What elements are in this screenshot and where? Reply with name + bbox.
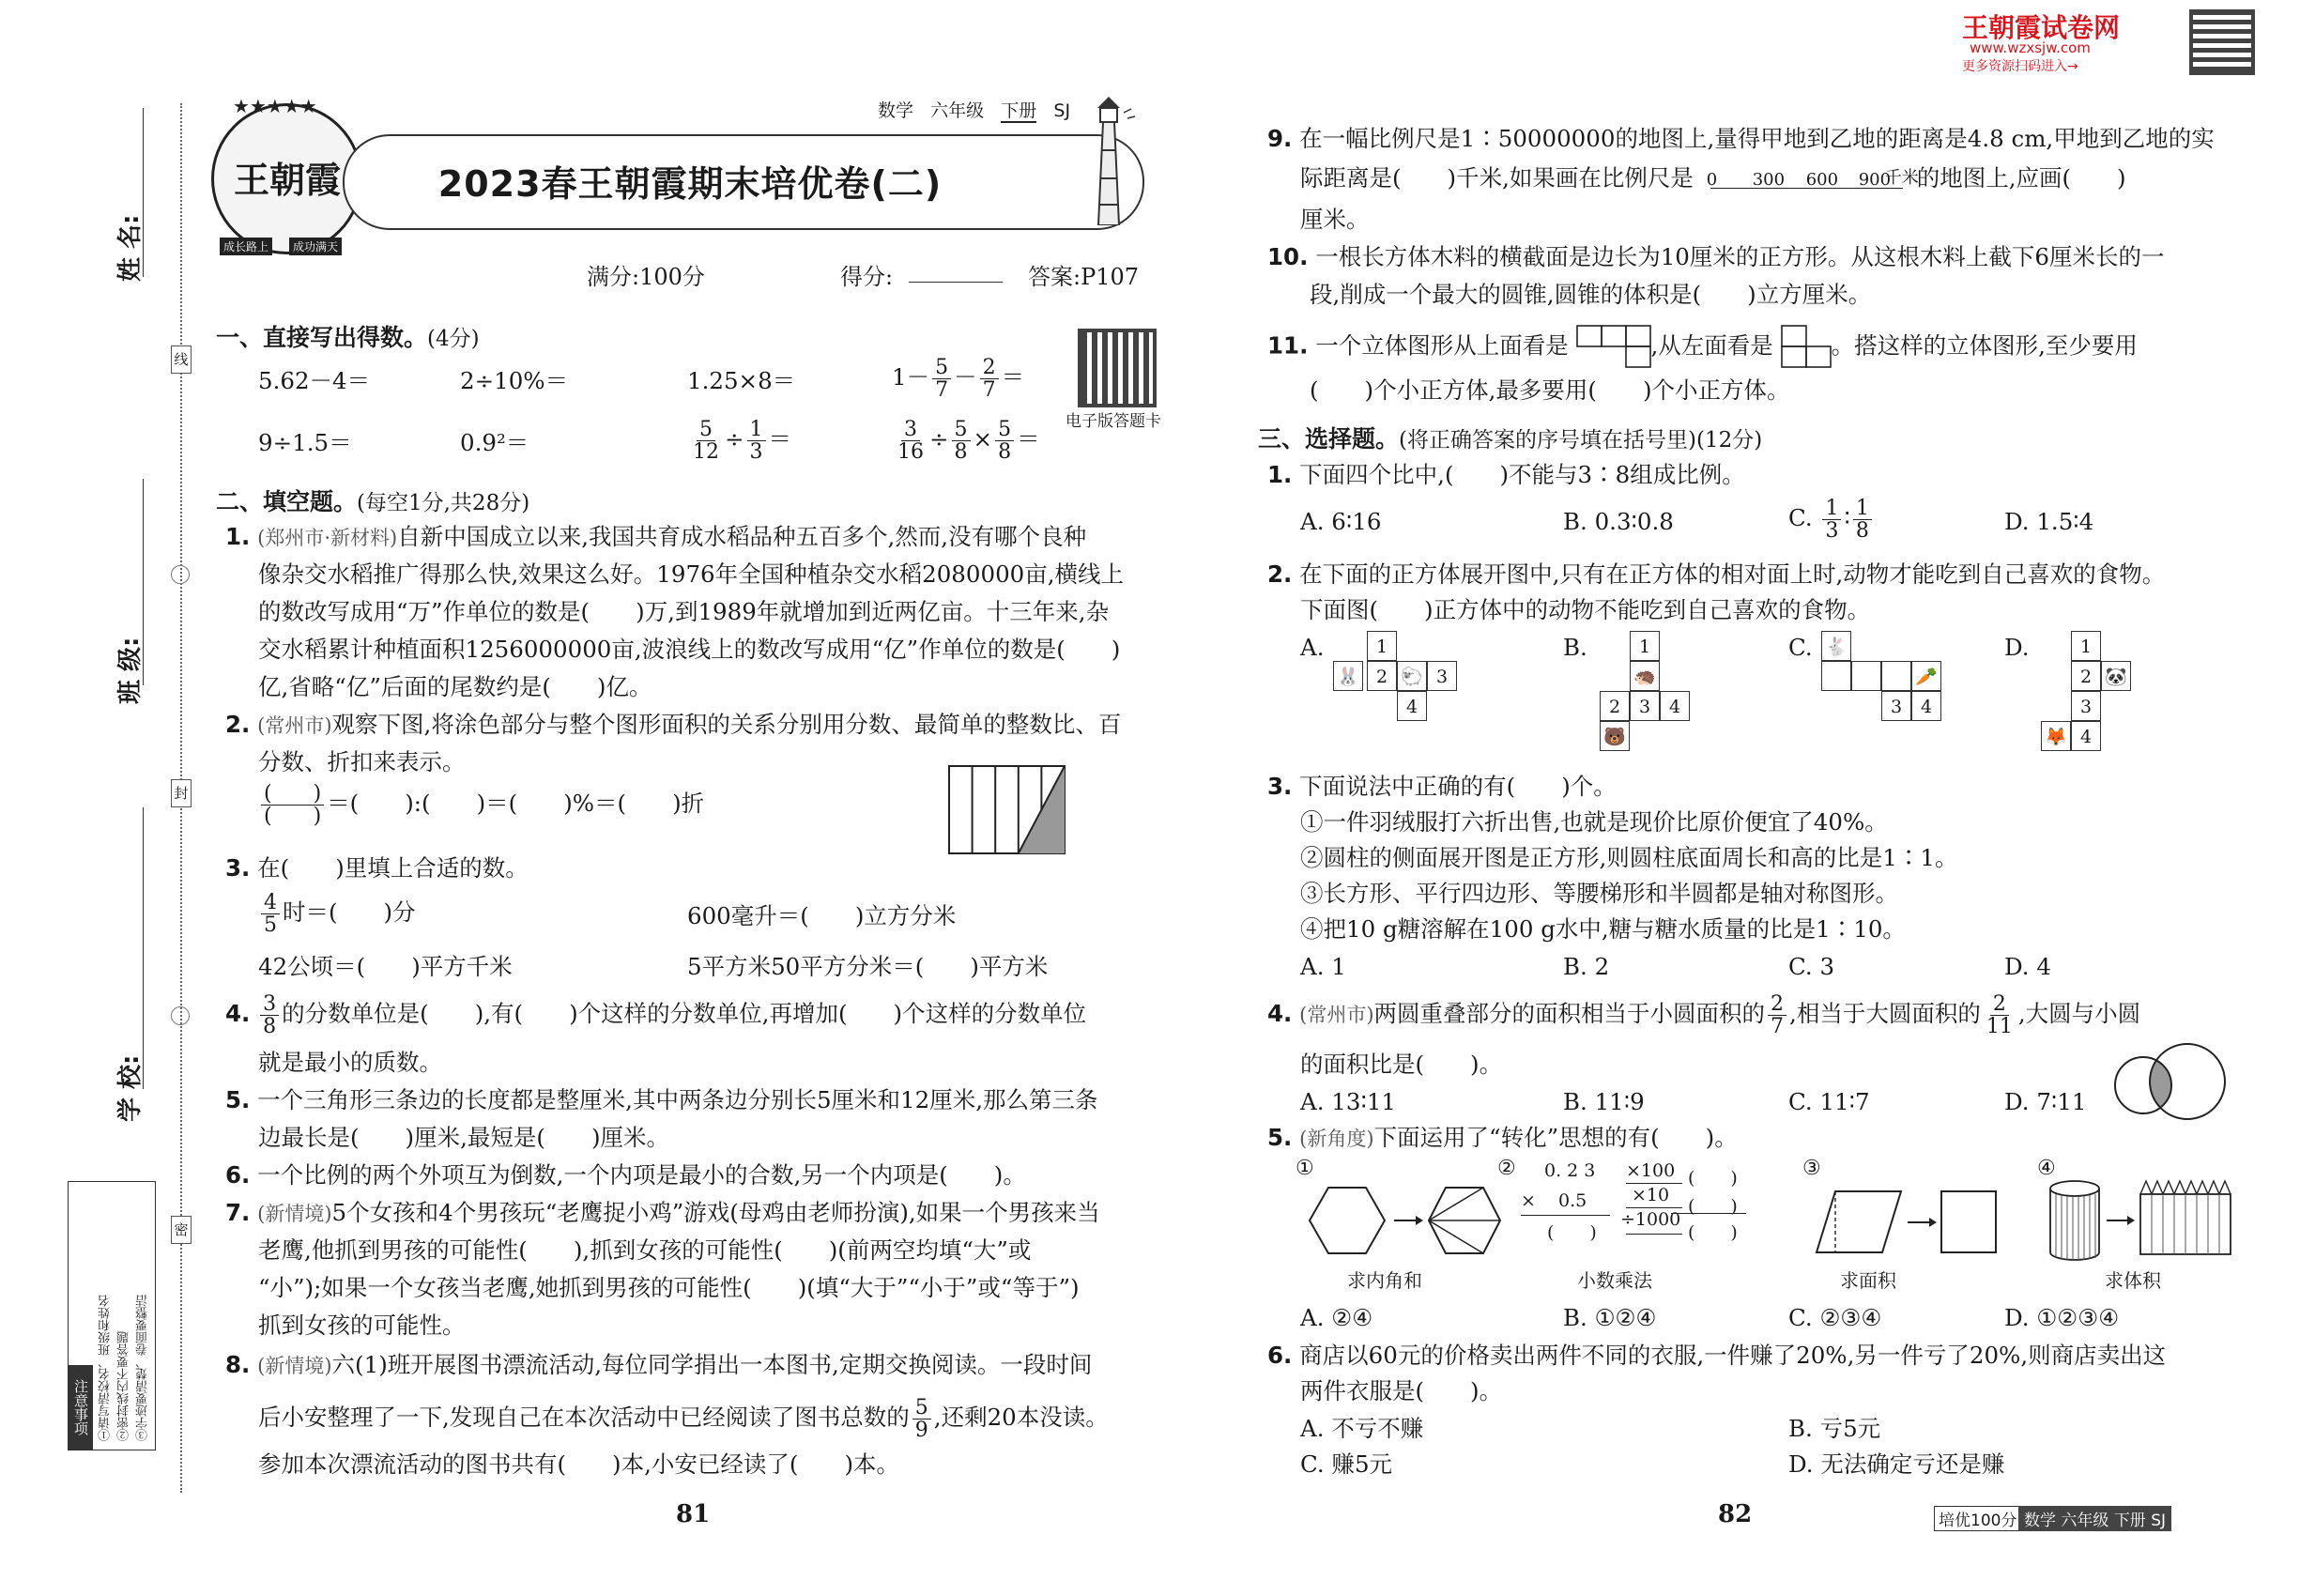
option-d[interactable]: D. ①②③④ — [2004, 1304, 2120, 1331]
question-2: 2. (常州市)观察下图,将涂色部分与整个图形面积的关系分别用分数、最简单的整数比、百 — [225, 711, 1122, 738]
conversion-item[interactable]: $\frac{4}{5}$ 时＝( )分 — [258, 892, 416, 936]
page-number-left: 81 — [676, 1500, 711, 1528]
header-banner — [192, 89, 1150, 290]
caption-1: 求内角和 — [1347, 1269, 1422, 1292]
question-text-line: 参加本次漂流活动的图书共有( )本,小安已经读了( )本。 — [258, 1450, 900, 1478]
option-c[interactable]: C. — [1788, 634, 1813, 661]
caption-2: 小数乘法 — [1577, 1269, 1652, 1292]
statement: ④把10 g糖溶解在100 g水中,糖与糖水质量的比是1∶10。 — [1300, 915, 1906, 943]
option-b[interactable]: B. 0.3∶0.8 — [1563, 508, 1674, 535]
left-view-figure — [1781, 325, 1832, 370]
choice-question-5: 5. (新角度)下面运用了“转化”思想的有( )。 — [1267, 1124, 1738, 1151]
notice-box — [68, 1181, 156, 1450]
option-b[interactable]: B. ①②④ — [1563, 1304, 1657, 1331]
statement: ②圆柱的侧面展开图是正方形,则圆柱底面周长和高的比是1∶1。 — [1300, 844, 1958, 871]
brand-name: 王朝霞试卷网 — [1962, 12, 2121, 43]
option-a[interactable]: A. 不亏不赚 — [1300, 1415, 1424, 1442]
logo-stars: ★★★★★ — [233, 95, 317, 117]
cut-mark-seal: 封 — [171, 779, 192, 807]
marker-4: ④ — [2037, 1157, 2056, 1180]
animal-icon: 🐇 — [1821, 631, 1851, 661]
caption-4: 求体积 — [2105, 1269, 2161, 1292]
question-text-line: 分数、折扣来表示。 — [258, 748, 466, 775]
publisher-logo — [211, 95, 362, 254]
term-tag: 下册 — [1001, 100, 1037, 121]
decimal-multiplication-figure: 0. 2 3 × 0.5 ( ) ×100 ×10 ÷1000 ( ) ( ) ( ) — [1521, 1160, 1709, 1264]
question-text-line: 段,削成一个最大的圆锥,圆锥的体积是( )立方厘米。 — [1310, 281, 1872, 308]
question-text-line: 抓到女孩的可能性。 — [258, 1312, 466, 1339]
question-10: 10. 一根长方体木料的横截面是边长为10厘米的正方形。从这根木料上截下6厘米长的一 — [1267, 243, 2165, 270]
edition-tag: SJ — [1053, 100, 1071, 121]
question-text-line: 交水稻累计种植面积1256000000亩,波浪线上的数改写成用“亿”作单位的数是( ) — [258, 636, 1121, 663]
qr-code-icon[interactable] — [1078, 329, 1157, 407]
calc-item: $\frac{5}{12}$ ÷ $\frac{1}{3}$ ＝ — [693, 418, 792, 465]
cube-net-d[interactable]: 1 2 🐼 3 🦊 4 — [2037, 631, 2150, 762]
conversion-item[interactable]: 5平方米50平方分米＝( )平方米 — [687, 953, 1049, 980]
question-7: 7. (新情境)5个女孩和4个男孩玩“老鹰捉小鸡”游戏(母鸡由老师扮演),如果一个男孩来当 — [225, 1199, 1100, 1226]
binding-hole-icon — [171, 565, 190, 584]
option-d[interactable]: D. 无法确定亏还是赚 — [1788, 1450, 2005, 1478]
shaded-rectangle-figure — [948, 765, 1066, 854]
lighthouse-icon — [1075, 94, 1141, 225]
statement: ③长方形、平行四边形、等腰梯形和半圆都是轴对称图形。 — [1300, 880, 1898, 907]
calc-item: $\frac{3}{16}$ ÷ $\frac{5}{8}$ × $\frac{5}{8}$ ＝ — [897, 418, 1040, 465]
logo-text: 王朝霞 — [233, 159, 341, 201]
choice-question-3: 3. 下面说法中正确的有( )个。 — [1267, 773, 1617, 800]
cube-net-a[interactable]: 1 🐰 2 🐑 3 4 — [1333, 631, 1464, 734]
calc-item: 0.9²＝ — [460, 429, 529, 456]
question-text-line: 亿,省略“亿”后面的尾数约是( )亿。 — [258, 673, 652, 700]
question-1: 1. (郑州市·新材料)自新中国成立以来,我国共育成水稻品种五百多个,然而,没有哪个良种 — [225, 523, 1087, 550]
grade-tag: 六年级 — [930, 100, 985, 121]
question-6: 6. 一个比例的两个外项互为倒数,一个内项是最小的合数,另一个内项是( )。 — [225, 1161, 1026, 1189]
scale-unit: 千米 — [1884, 167, 1919, 188]
conversion-item[interactable]: 600毫升＝( )立方分米 — [687, 902, 957, 929]
scale-tick: 0 — [1706, 169, 1718, 190]
question-text-line: 后小安整理了一下,发现自己在本次活动中已经阅读了图书总数的 $\frac{5}{9}$ ,还剩20本没读。 — [258, 1396, 1109, 1443]
marker-1: ① — [1296, 1157, 1314, 1180]
question-text-line: 际距离是( )千米,如果画在比例尺是 0 300 600 900 千米 的地图上,应画( ) — [1300, 160, 2126, 199]
animal-icon: 🐻 — [1600, 721, 1630, 751]
question-text-line: 厘米。 — [1300, 206, 1370, 233]
choice-question-4: 4. (常州市)两圆重叠部分的面积相当于小圆面积的 $\frac{2}{7}$ ,相当于大圆面积的 $\frac{2}{11}$ ,大圆与小圆 — [1267, 992, 2141, 1039]
school-field[interactable] — [143, 807, 144, 1089]
calc-item: 9÷1.5＝ — [258, 429, 352, 456]
option-d[interactable]: D. — [2004, 634, 2030, 661]
question-text-line: “小”);如果一个女孩当老鹰,她抓到男孩的可能性( )(填“大于”“小于”或“等于”) — [258, 1274, 1080, 1301]
calc-item: 1.25×8＝ — [687, 367, 796, 394]
choice-question-1: 1. 下面四个比中,( )不能与3∶8组成比例。 — [1267, 461, 1745, 488]
option-b[interactable]: B. 2 — [1563, 953, 1610, 980]
question-text-line: 的面积比是( )。 — [1300, 1051, 1503, 1078]
option-a[interactable]: A. 13∶11 — [1300, 1088, 1396, 1115]
notice-item: ③字迹要清楚、卷面要整洁 — [136, 1295, 150, 1441]
section-2-title: 二、填空题。(每空1分,共28分) — [216, 488, 530, 515]
caption-3: 求面积 — [1840, 1269, 1896, 1292]
choice-question-2: 2. 在下面的正方体展开图中,只有在正方体的相对面上时,动物才能吃到自己喜欢的食物。 — [1267, 560, 2166, 588]
option-a[interactable]: A. 6∶16 — [1300, 508, 1382, 535]
score-label: 得分: — [840, 264, 894, 290]
name-field[interactable] — [143, 108, 144, 277]
cylinder-to-prism-figure — [2047, 1177, 2234, 1262]
question-text-line: 的数改写成用“万”作单位的数是( )万,到1989年就增加到近两亿亩。十三年来,杂 — [258, 598, 1110, 625]
cube-net-b[interactable]: 1 🦔 3 2 4 🐻 — [1596, 631, 1727, 762]
score-input[interactable] — [909, 282, 1003, 283]
marker-2: ② — [1497, 1157, 1516, 1180]
option-b[interactable]: B. 11∶9 — [1563, 1088, 1645, 1115]
section-1-title: 一、直接写出得数。(4分) — [216, 324, 480, 351]
cube-net-c[interactable]: 🐇 🥕 3 4 — [1821, 631, 1953, 734]
series-tags: 数学 六年级 下册 SJ — [2018, 1506, 2171, 1531]
hexagon-split-figure — [1305, 1183, 1502, 1258]
option-c[interactable]: C. 赚5元 — [1300, 1450, 1393, 1478]
option-d[interactable]: D. 1.5∶4 — [2004, 508, 2094, 535]
question-text-line: ( )个小正方体,最多要用( )个小正方体。 — [1310, 376, 1790, 404]
animal-icon: 🐰 — [1333, 661, 1363, 691]
section-3-title: 三、选择题。(将正确答案的序号填在括号里)(12分) — [1258, 425, 1763, 453]
question-5: 5. 一个三角形三条边的长度都是整厘米,其中两条边分别长5厘米和12厘米,那么第三条 — [225, 1086, 1098, 1113]
animal-icon: 🐑 — [1397, 661, 1427, 691]
scale-tick: 600 — [1805, 169, 1839, 190]
conversion-item[interactable]: 42公顷＝( )平方千米 — [258, 953, 513, 980]
carrot-icon: 🥕 — [1911, 661, 1941, 691]
choice-question-6: 6. 商店以60元的价格卖出两件不同的衣服,一件赚了20%,另一件亏了20%,则商店卖出这 — [1267, 1342, 2167, 1369]
calc-item: 1－ $\frac{5}{7}$ － $\frac{2}{7}$ ＝ — [892, 356, 1025, 403]
full-score: 满分:100分 — [587, 264, 705, 290]
brand-url: www.wzxsjw.com — [1970, 39, 2091, 56]
option-d[interactable]: D. 7∶11 — [2004, 1088, 2087, 1115]
name-label: 姓 名: — [116, 214, 145, 282]
logo-sub-left: 成长路上 — [220, 238, 272, 255]
question-text-line: 两件衣服是( )。 — [1300, 1377, 1503, 1404]
calc-item: 5.62－4＝ — [258, 367, 371, 394]
scale-tick: 300 — [1752, 169, 1786, 190]
scale-tick: 900 — [1858, 169, 1892, 190]
notice-item: ②密封线内不要答题 — [117, 1331, 131, 1441]
class-label: 班 级: — [116, 637, 145, 704]
option-a[interactable]: A. ②④ — [1300, 1304, 1373, 1331]
question-text-line: 边最长是( )厘米,最短是( )厘米。 — [258, 1124, 670, 1151]
option-b[interactable]: B. — [1563, 634, 1587, 661]
option-c[interactable]: C. 11∶7 — [1788, 1088, 1870, 1115]
option-a[interactable]: A. 1 — [1300, 953, 1346, 980]
series-badge: 培优100分 — [1934, 1506, 2021, 1531]
calc-item: 2÷10%＝ — [460, 367, 569, 394]
option-b[interactable]: B. 亏5元 — [1788, 1415, 1881, 1442]
question-11: 11. 一个立体图形从上面看是 ,从左面看是 。搭这样的立体图形,至少要用 — [1267, 325, 2138, 370]
statement: ①一件羽绒服打六折出售,也就是现价比原价便宜了40%。 — [1300, 808, 1888, 836]
page-number-right: 82 — [1718, 1500, 1753, 1528]
binding-hole-icon — [171, 1006, 190, 1025]
binding-sidebar — [0, 0, 188, 1596]
qr-code-icon[interactable] — [2189, 9, 2255, 75]
animal-icon: 🦊 — [2041, 721, 2071, 751]
option-c[interactable]: C. $\frac{1}{3}$ ∶ $\frac{1}{8}$ — [1788, 498, 1875, 542]
question-3: 3. 在( )里填上合适的数。 — [225, 854, 529, 882]
answer-line[interactable]: $\frac{( )}{( )}$ ＝( ):( )＝( )%＝( )折 — [258, 783, 704, 827]
animal-icon: 🐼 — [2101, 661, 2131, 691]
question-4: 4. $\frac{3}{8}$ 的分数单位是( ),有( )个这样的分数单位,再增加( )个这样的分数单位 — [225, 992, 1087, 1039]
brand-more: 更多资源扫码进入→ — [1962, 59, 2078, 74]
scale-bar — [1701, 161, 1917, 199]
page-title: 2023春王朝霞期末培优卷(二) — [437, 163, 943, 205]
notice-item: ①请写清校名、班级和姓名 — [99, 1295, 113, 1441]
answer-ref: 答案:P107 — [1028, 264, 1140, 290]
animal-icon: 🦔 — [1630, 661, 1660, 691]
question-text-line: 下面图( )正方体中的动物不能吃到自己喜欢的食物。 — [1300, 596, 1871, 623]
option-c[interactable]: C. 3 — [1788, 953, 1835, 980]
option-a[interactable]: A. — [1300, 634, 1325, 661]
top-view-figure — [1576, 325, 1651, 370]
question-text-line: 老鹰,他抓到男孩的可能性( ),抓到女孩的可能性( )(前两空均填“大”或 — [258, 1236, 1032, 1264]
qr-caption: 电子版答题卡 — [1066, 412, 1161, 431]
option-c[interactable]: C. ②③④ — [1788, 1304, 1882, 1331]
school-label: 学 校: — [116, 1054, 145, 1122]
question-text-line: 像杂交水稻推广得那么快,效果这么好。1976年全国种植杂交水稻2080000亩,横线上 — [258, 560, 1125, 588]
option-d[interactable]: D. 4 — [2004, 953, 2051, 980]
question-text-line: 就是最小的质数。 — [258, 1049, 442, 1076]
cut-mark-secret: 密 — [171, 1216, 192, 1244]
parallelogram-to-rectangle-figure — [1812, 1187, 2000, 1257]
question-8: 8. (新情境)六(1)班开展图书漂流活动,每位同学捐出一本图书,定期交换阅读。一段时间 — [225, 1351, 1093, 1378]
transform-figures — [1296, 1157, 2234, 1292]
subject-tag: 数学 — [878, 100, 914, 121]
logo-sub-right: 成功满天 — [289, 238, 342, 255]
notice-title: 注意事项 — [69, 1365, 93, 1450]
cut-mark-line: 线 — [171, 345, 192, 374]
question-9: 9. 在一幅比例尺是1∶50000000的地图上,量得甲地到乙地的距离是4.8 cm,甲地到乙地的实 — [1267, 125, 2215, 152]
subject-tags — [878, 97, 1070, 122]
marker-3: ③ — [1802, 1157, 1821, 1180]
class-field[interactable] — [143, 479, 144, 685]
overlapping-circles-figure — [2108, 1042, 2239, 1122]
